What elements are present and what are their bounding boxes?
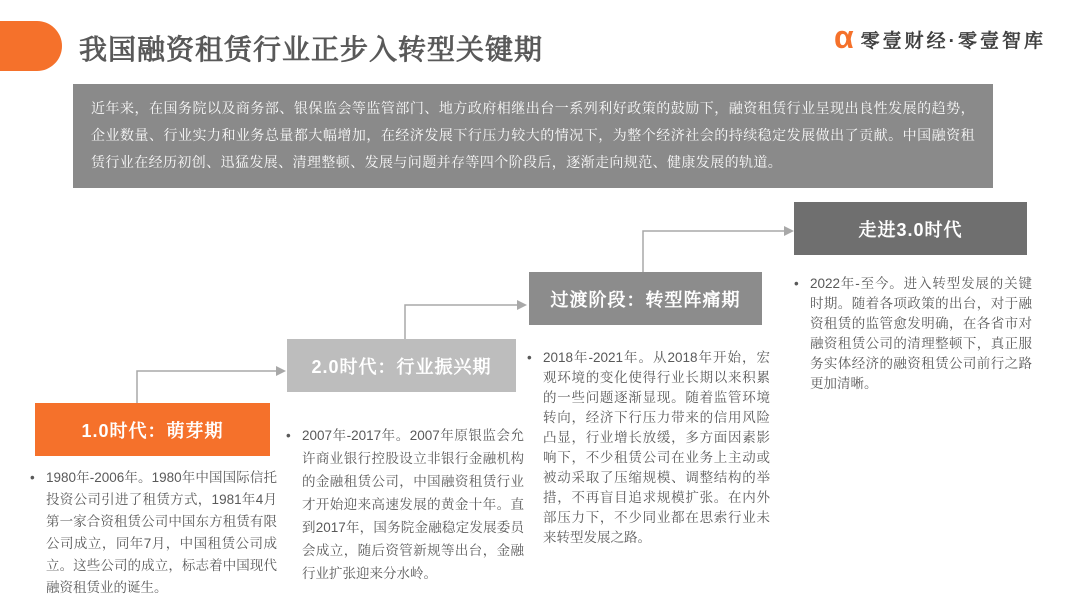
logo-text: 零壹财经·零壹智库 <box>860 30 1046 52</box>
stage-1-description-text: 1980年-2006年。1980年中国国际信托投资公司引进了租赁方式，1981年4月第一家合资租赁公司中国东方租赁有限公司成立，同年7月，中国租赁公司成立。这些公司的成立，标志着中国现代融资租赁业的诞生。 <box>46 470 277 595</box>
title-accent-pill <box>0 21 62 71</box>
brand-logo <box>834 19 1046 55</box>
stage-box-4-label: 走进3.0时代 <box>858 219 963 240</box>
bullet-icon: • <box>30 470 35 485</box>
stage-box-2-label: 2.0时代：行业振兴期 <box>311 356 492 377</box>
bullet-icon: • <box>527 350 532 365</box>
stage-4-description <box>794 274 1032 394</box>
stage-4-description-text: 2022年-至今。进入转型发展的关键时期。随着各项政策的出台，对于融资租赁的监管愈发明确，在各省市对融资租赁公司的清理整顿下，真正服务实体经济的融资租赁公司前行之路更加清晰。 <box>810 276 1032 391</box>
stage-box-1-era <box>35 403 270 456</box>
stage-box-3-label: 过渡阶段：转型阵痛期 <box>550 289 741 310</box>
page-title: 我国融资租赁行业正步入转型关键期 <box>79 34 544 65</box>
stage-3-description <box>527 348 770 548</box>
stage-2-description <box>286 424 524 585</box>
stage-box-3-era <box>529 272 762 325</box>
stage-1-description <box>30 467 277 599</box>
stage-3-description-text: 2018年-2021年。从2018年开始，宏观环境的变化使得行业长期以来积累的一些问题逐渐显现。随着监管环境转向，经济下行压力带来的信用风险凸显，行业增长放缓，多方面因素影响下，不少租赁公司在业务上主动或被动采取了压缩规模、调整结构的举措，不再盲目追求规模扩张。在内外部压力下，不少同业都在思索行业未来转型发展之路。 <box>543 350 770 545</box>
stage-box-4-era <box>794 202 1027 255</box>
intro-paragraph: 近年来，在国务院以及商务部、银保监会等监管部门、地方政府相继出台一系列利好政策的鼓励下，融资租赁行业呈现出良性发展的趋势，企业数量、行业实力和业务总量都大幅增加，在经济发展下行压力较大的情况下，为整个经济社会的持续稳定发展做出了贡献。中国融资租赁行业在经历初创、迅猛发展、清理整顿、发展与问题并存等四个阶段后，逐渐走向规范、健康发展的轨道。 <box>73 84 993 188</box>
logo-alpha-icon: α <box>834 19 854 55</box>
stage-box-2-era <box>287 339 516 392</box>
stage-box-1-label: 1.0时代：萌芽期 <box>81 420 224 441</box>
bullet-icon: • <box>794 276 799 291</box>
bullet-icon: • <box>286 428 291 443</box>
stage-2-description-text: 2007年-2017年。2007年原银监会允许商业银行控股设立非银行金融机构的金融租赁公司，中国融资租赁行业才开始迎来高速发展的黄金十年。直到2017年，国务院金融稳定发展委员会成立，随后资管新规等出台，金融行业扩张迎来分水岭。 <box>302 428 524 581</box>
